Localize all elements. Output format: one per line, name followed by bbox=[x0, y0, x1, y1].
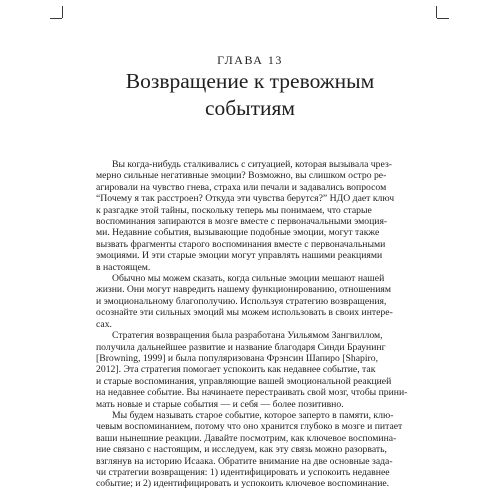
text-line: на недавнее событие. Вы начинаете перестраивать свой мозг, чтобы прини- bbox=[96, 387, 408, 399]
text-line: [Browning, 1999] и была популяризована Фрэнсин Шапиро [Shapiro, bbox=[96, 352, 379, 364]
text-line: Вы когда-нибудь сталкивались с ситуацией, которая вызывала чрез- bbox=[112, 159, 392, 170]
text-line: ние связано с настоящим, и исследуем, как эту связь можно разорвать, bbox=[96, 444, 387, 456]
text-line: сах. bbox=[96, 318, 112, 330]
chapter-label: ГЛАВА 13 bbox=[217, 53, 283, 67]
text-line: агировали на чувство гнева, страха или печали и задавались вопросом bbox=[96, 181, 387, 193]
text-line: вызвать фрагменты старого воспоминания вместе с первоначальными bbox=[96, 238, 386, 250]
text-line: эмоциями. И эти старые эмоции могут управлять нашими реакциями bbox=[96, 250, 383, 262]
crop-mark-top-right-horizontal bbox=[437, 18, 449, 19]
body-text bbox=[96, 159, 416, 490]
chapter-title bbox=[60, 68, 440, 122]
text-line: “Почему я так расстроен? Откуда эти чувства берутся?” НДО дает ключ bbox=[96, 193, 395, 205]
text-line: осознайте эти сильных эмоций мы можем использовать в своих интере- bbox=[96, 307, 393, 319]
paragraph bbox=[96, 330, 416, 410]
text-line: Обычно мы можем сказать, когда сильные эмоции мешают нашей bbox=[112, 273, 385, 285]
crop-mark-top-left-horizontal bbox=[50, 18, 62, 19]
crop-mark-top-right bbox=[436, 6, 437, 18]
paragraph bbox=[96, 273, 416, 330]
text-line: жизни. Они могут навредить нашему функционированию, отношениям bbox=[96, 284, 391, 296]
text-line: Стратегия возвращения была разработана Уильямом Зангвиллом, bbox=[112, 330, 383, 342]
text-line: чи стратегии возвращения: 1) идентифицировать и успокоить недавнее bbox=[96, 466, 390, 478]
text-line: взглянув на историю Исаака. Обратите внимание на две основные зада- bbox=[96, 455, 393, 467]
text-line: мерно сильные негативные эмоции? Возможно, вы слишком остро ре- bbox=[96, 170, 387, 182]
paragraph bbox=[96, 410, 416, 490]
text-line: Мы будем называть старое событие, которое заперто в памяти, клю- bbox=[112, 409, 394, 421]
text-line: мать новые и старые события — и себя — более позитивно. bbox=[96, 398, 344, 410]
text-line: и эмоциональному благополучию. Используя стратегию возвращения, bbox=[96, 295, 387, 307]
text-line: чевым воспоминанием, потому что оно хранится глубоко в мозге и питает bbox=[96, 421, 403, 433]
crop-mark-top-left bbox=[62, 6, 63, 18]
text-line: и старые воспоминания, управляющие вашей эмоциональной реакцией bbox=[96, 375, 392, 387]
text-line: в настоящем. bbox=[96, 261, 151, 273]
text-line: получила дальнейшее развитие и название благодаря Синди Браунинг bbox=[96, 341, 386, 353]
text-line: 2012]. Эта стратегия помогает успокоить как недавнее событие, так bbox=[96, 364, 376, 376]
text-line: ми. Недавние события, вызывающие подобные эмоции, могут также bbox=[96, 227, 380, 239]
chapter-title-line-1: Возвращение к тревожным bbox=[125, 69, 375, 93]
text-line: воспоминания запираются в мозге вместе с первоначальными эмоция- bbox=[96, 216, 388, 228]
paragraph bbox=[96, 159, 416, 273]
text-line: событие; и 2) идентифицировать и успокоить ключевое воспоминание. bbox=[96, 478, 390, 490]
text-line: к разгадке этой тайны, поскольку теперь мы понимаем, что старые bbox=[96, 204, 372, 216]
chapter-title-line-2: событиям bbox=[204, 96, 296, 120]
text-line: ваши нынешние реакции. Давайте посмотрим, как ключевое воспомина- bbox=[96, 432, 397, 444]
